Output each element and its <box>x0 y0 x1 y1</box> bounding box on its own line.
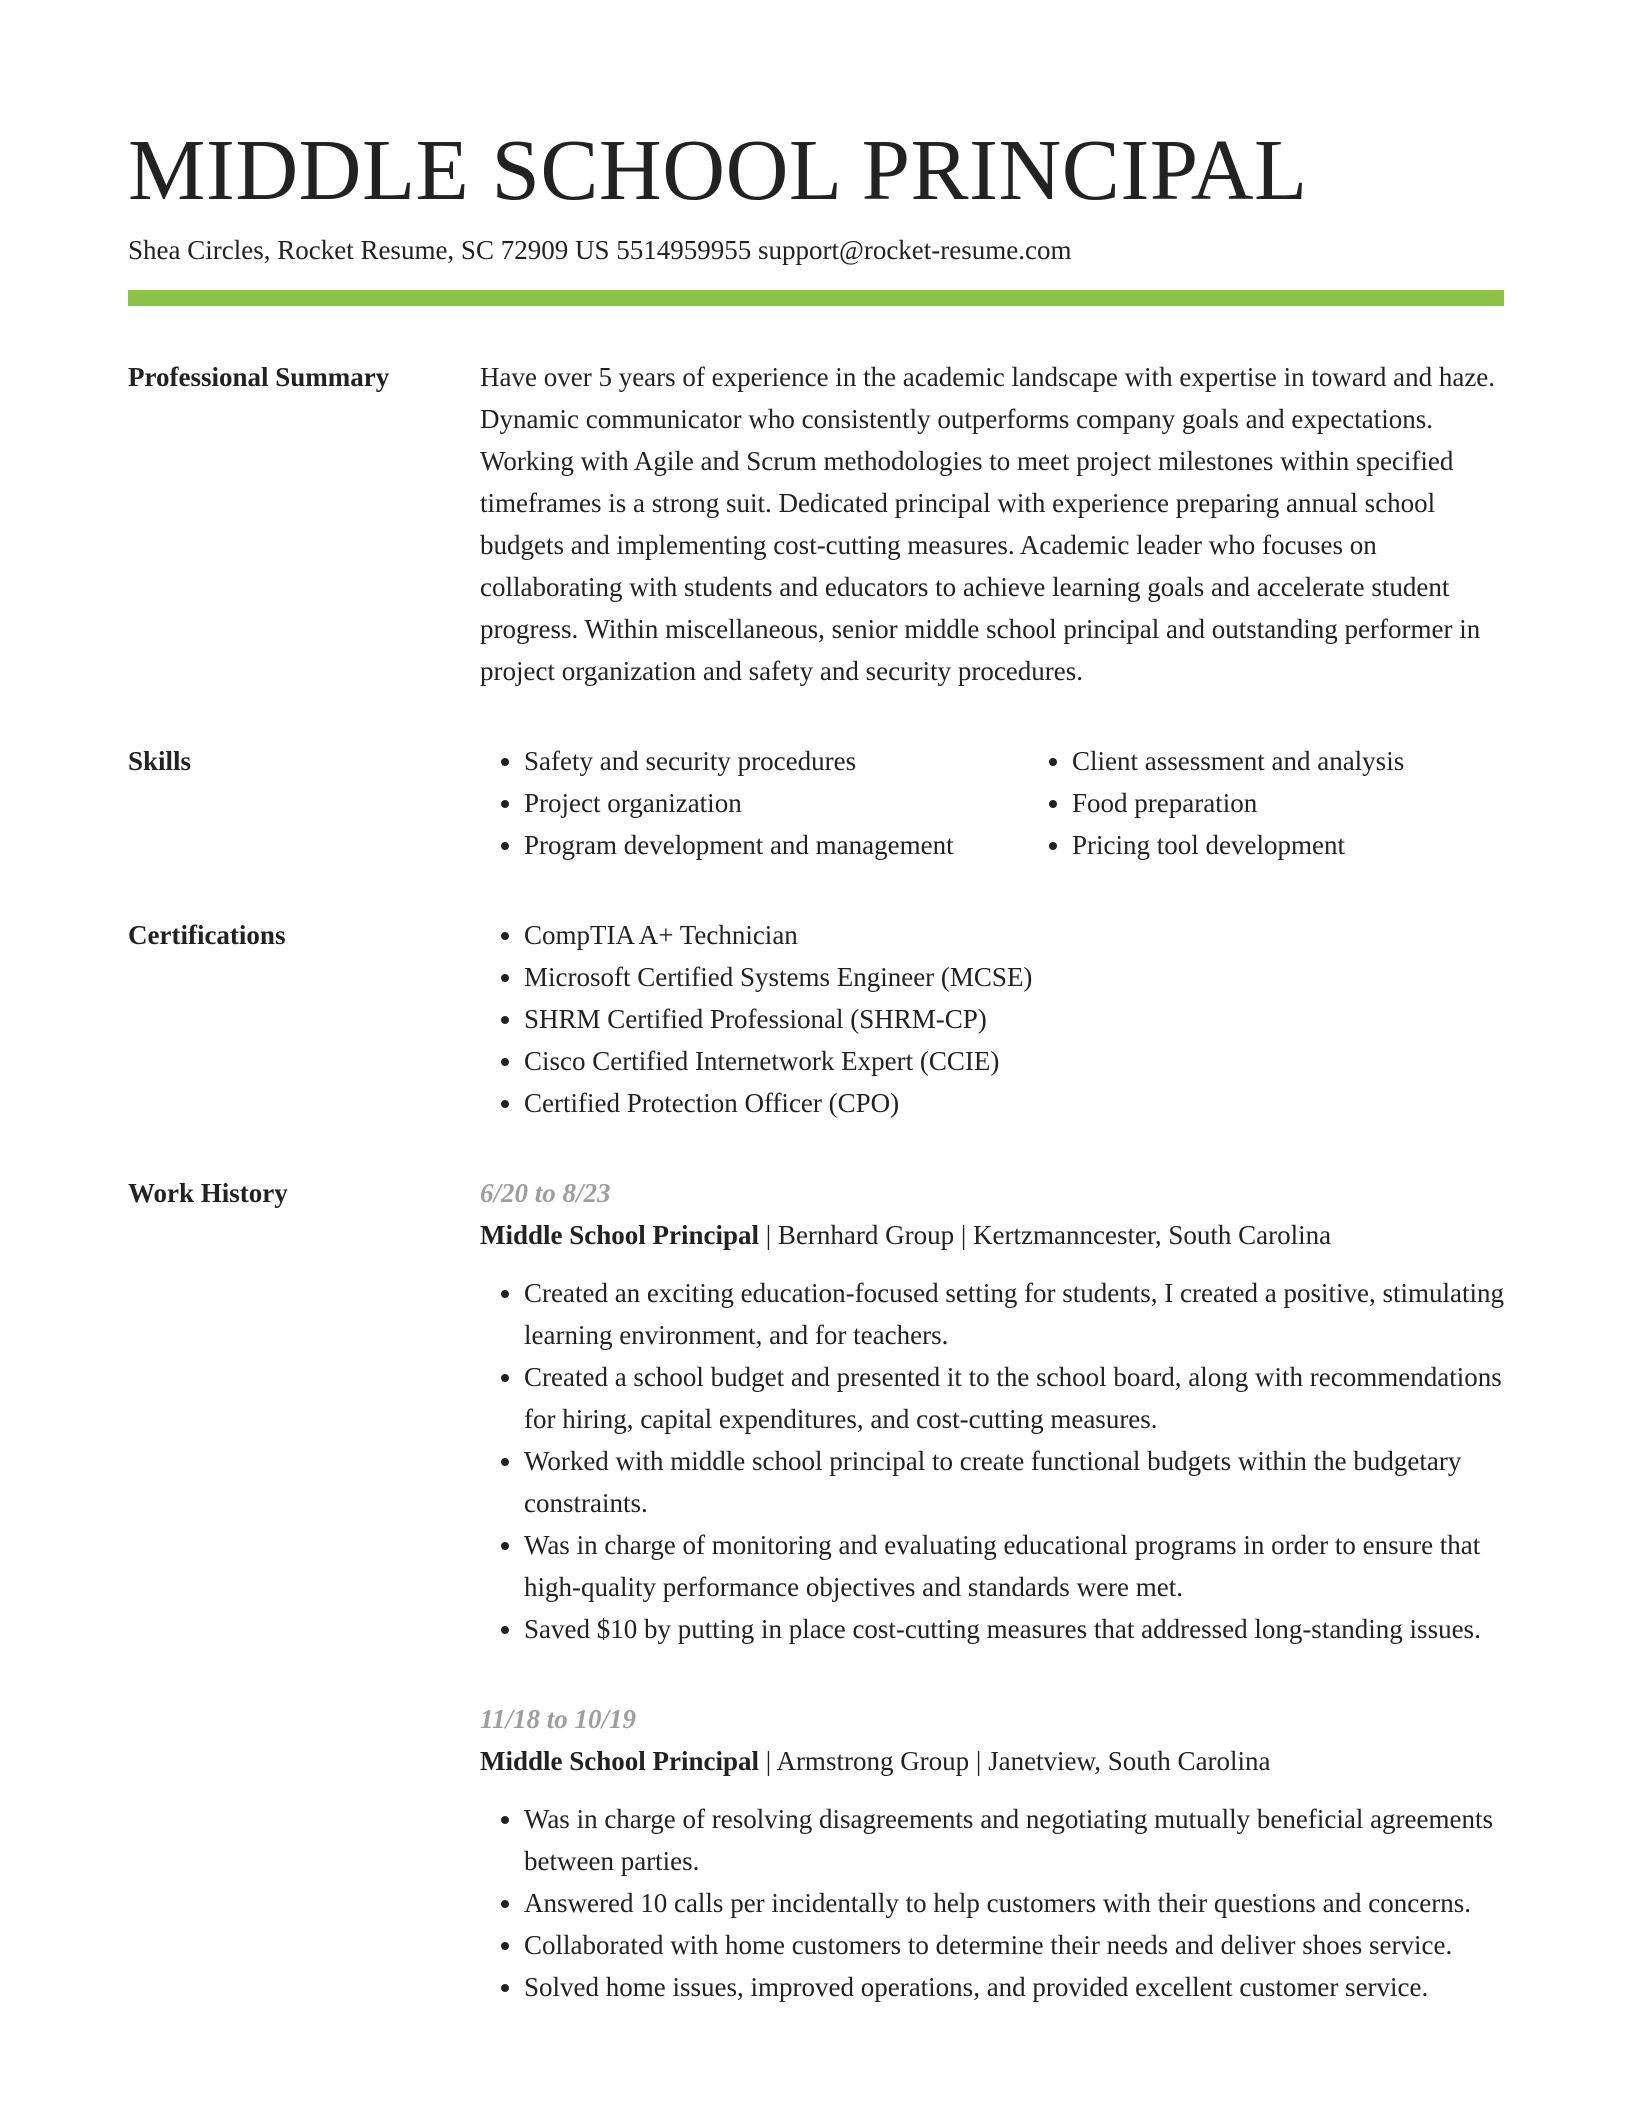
skill-item: • Food preparation <box>1072 782 1404 824</box>
certification-item: • Certified Protection Officer (CPO) <box>524 1082 1504 1124</box>
section-label-skills: Skills <box>128 746 192 776</box>
skills-section <box>128 740 1504 866</box>
section-label-work-history: Work History <box>128 1178 288 1208</box>
certification-item: • CompTIA A+ Technician <box>524 914 1504 956</box>
job-bullet: • Created an exciting education-focused setting for students, I created a positive, stimulating learning environment, and for teachers. <box>524 1272 1504 1356</box>
job-dates: 11/18 to 10/19 <box>480 1704 637 1734</box>
summary-text: Have over 5 years of experience in the academic landscape with expertise in toward and haze. Dynamic communicator who consistently outperforms company goals and expectations. Working with Agile and Scrum methodologies to meet project milestones within specified timeframes is a strong suit. Dedicated principal with experience preparing annual school budgets and implementing cost-cutting measures. Academic leader who focuses on collaborating with students and educators to achieve learning goals and accelerate student progress. Within miscellaneous, senior middle school principal and outstanding performer in project organization and safety and security procedures. <box>480 362 1496 686</box>
job-heading <box>480 1214 1504 1256</box>
skills-column-1 <box>480 740 1028 866</box>
skill-item: • Client assessment and analysis <box>1072 740 1404 782</box>
section-label-certifications: Certifications <box>128 920 286 950</box>
job-dates: 6/20 to 8/23 <box>480 1178 611 1208</box>
summary-section <box>128 356 1504 692</box>
job-entry <box>480 1172 1504 1650</box>
contact-info: Shea Circles, Rocket Resume, SC 72909 US 5514959955 support@rocket-resume.com <box>128 235 1072 265</box>
job-title: Middle School Principal <box>480 1220 760 1250</box>
certification-item: • SHRM Certified Professional (SHRM-CP) <box>524 998 1504 1040</box>
job-bullets <box>480 1272 1504 1650</box>
certifications-list <box>480 914 1504 1124</box>
job-bullet: • Solved home issues, improved operations, and provided excellent customer service. <box>524 1966 1504 2008</box>
job-employer-location: | Bernhard Group | Kertzmanncester, South Carolina <box>759 1220 1332 1250</box>
job-bullets <box>480 1798 1504 2008</box>
work-history-list <box>480 1172 1504 2008</box>
job-heading <box>480 1740 1504 1782</box>
skill-item: • Safety and security procedures <box>524 740 1028 782</box>
certifications-section <box>128 914 1504 1124</box>
job-bullet: • Created a school budget and presented it to the school board, along with recommendations for hiring, capital expenditures, and cost-cutting measures. <box>524 1356 1504 1440</box>
job-bullet: • Was in charge of monitoring and evaluating educational programs in order to ensure that high-quality performance objectives and standards were met. <box>524 1524 1504 1608</box>
job-bullet: • Collaborated with home customers to determine their needs and deliver shoes service. <box>524 1924 1504 1966</box>
job-entry <box>480 1698 1504 2008</box>
skill-item: • Program development and management <box>524 824 1028 866</box>
skill-item: • Project organization <box>524 782 1028 824</box>
job-bullet: • Saved $10 by putting in place cost-cutting measures that addressed long-standing issues. <box>524 1608 1504 1650</box>
certification-item: • Microsoft Certified Systems Engineer (MCSE) <box>524 956 1504 998</box>
resume-title: MIDDLE SCHOOL PRINCIPAL <box>128 121 1308 218</box>
skills-list <box>480 740 1504 866</box>
job-bullet: • Worked with middle school principal to create functional budgets within the budgetary constraints. <box>524 1440 1504 1524</box>
skill-item: • Pricing tool development <box>1072 824 1404 866</box>
skills-column-2 <box>1028 740 1404 866</box>
work-history-section <box>128 1172 1504 2008</box>
job-title: Middle School Principal <box>480 1746 760 1776</box>
accent-divider <box>128 290 1504 306</box>
resume-page <box>128 118 1504 2008</box>
job-bullet: • Answered 10 calls per incidentally to help customers with their questions and concerns. <box>524 1882 1504 1924</box>
job-employer-location: | Armstrong Group | Janetview, South Carolina <box>759 1746 1271 1776</box>
section-label-summary: Professional Summary <box>128 362 390 392</box>
job-bullet: • Was in charge of resolving disagreements and negotiating mutually beneficial agreements between parties. <box>524 1798 1504 1882</box>
certification-item: • Cisco Certified Internetwork Expert (CCIE) <box>524 1040 1504 1082</box>
